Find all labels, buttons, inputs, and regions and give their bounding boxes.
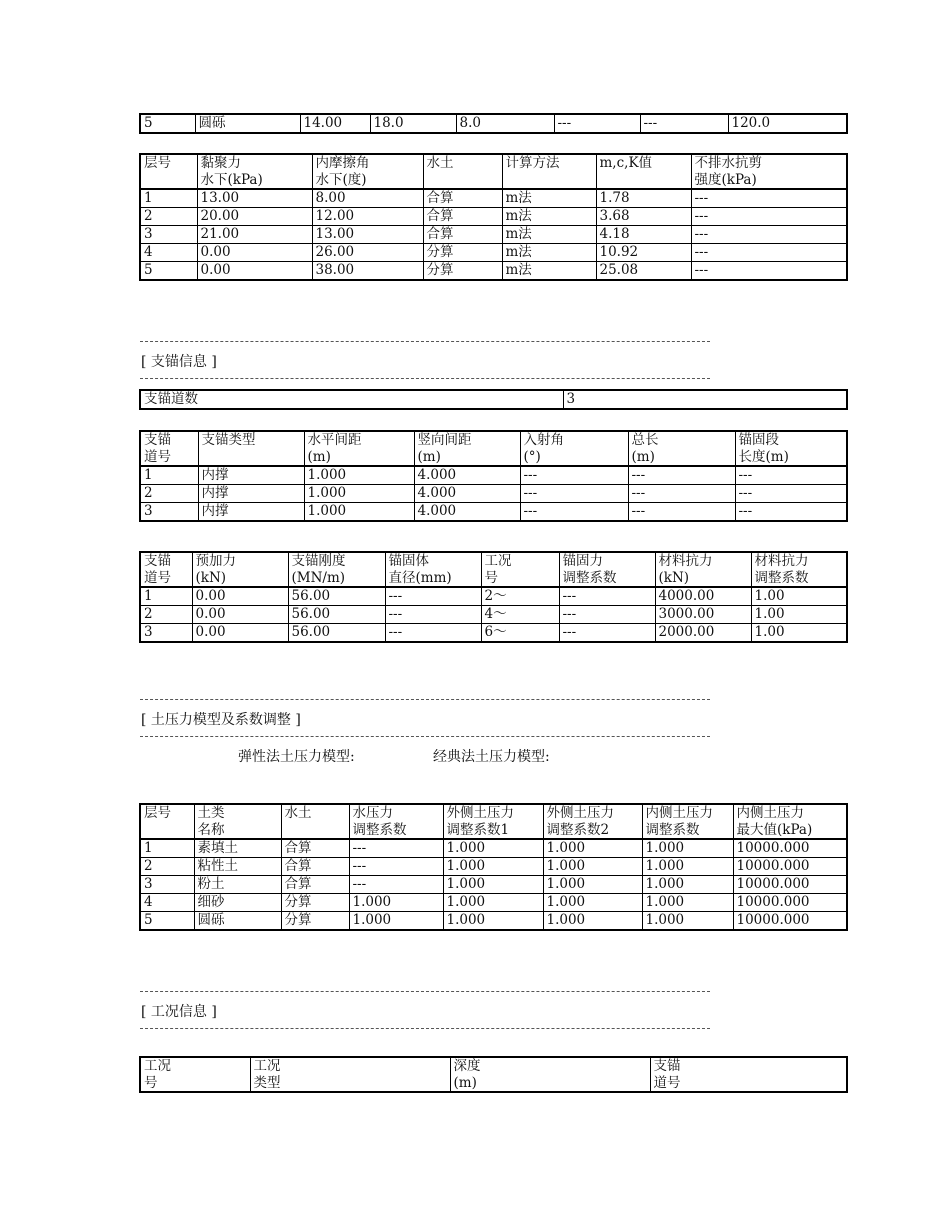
header-cell: 入射角 (°) <box>520 431 628 466</box>
table-cell: --- <box>628 466 735 485</box>
table-cell: 26.00 <box>312 244 423 262</box>
table-cell: 4.000 <box>414 466 520 485</box>
table-cell: m法 <box>502 244 596 262</box>
table-cell: 合算 <box>281 876 349 894</box>
table-row <box>140 624 847 643</box>
anchor-count-table <box>139 389 848 410</box>
section-heading-anchor: [ 支锚信息 ] <box>141 354 217 370</box>
table-cell: 合算 <box>281 858 349 876</box>
table-cell: 素填土 <box>194 839 281 858</box>
table-cell: 1.000 <box>304 503 414 522</box>
table-header-row <box>140 1057 847 1092</box>
table-cell: 56.00 <box>288 606 385 624</box>
table-cell: 4 <box>140 894 194 912</box>
table-cell: 1.000 <box>543 912 642 931</box>
table-row <box>140 208 847 226</box>
table-cell: 12.00 <box>312 208 423 226</box>
section-heading-conditions: [ 工况信息 ] <box>141 1004 217 1020</box>
table-cell: 1.000 <box>642 912 733 931</box>
table-cell: 4000.00 <box>655 587 751 606</box>
table-cell: 14.00 <box>300 114 370 133</box>
table-cell: 1.00 <box>751 606 847 624</box>
table-cell: --- <box>559 587 655 606</box>
table-cell: 1.00 <box>751 624 847 643</box>
header-cell: m,c,K值 <box>596 154 691 189</box>
table-cell: 10.92 <box>596 244 691 262</box>
header-cell: 支锚刚度 (MN/m) <box>288 552 385 587</box>
table-cell: 1 <box>140 587 192 606</box>
table-cell: 内撑 <box>198 503 304 522</box>
table-cell: --- <box>691 226 847 244</box>
table-cell: 3 <box>140 624 192 643</box>
header-cell: 层号 <box>140 804 194 839</box>
table-cell: --- <box>349 839 443 858</box>
table-cell: --- <box>520 485 628 503</box>
table-cell: 合算 <box>423 208 502 226</box>
table-cell: 2 <box>140 485 198 503</box>
table-cell: --- <box>735 485 847 503</box>
header-cell: 工况 号 <box>481 552 559 587</box>
table-cell: 2 <box>140 858 194 876</box>
table-cell: 10000.000 <box>733 912 847 931</box>
table-cell: --- <box>520 466 628 485</box>
table-cell: 分算 <box>281 912 349 931</box>
header-cell: 外侧土压力 调整系数1 <box>443 804 543 839</box>
table-cell: 13.00 <box>312 226 423 244</box>
header-cell: 水土 <box>423 154 502 189</box>
table-cell: 8.0 <box>456 114 554 133</box>
table-cell: 分算 <box>281 894 349 912</box>
table-cell: 0.00 <box>192 624 288 643</box>
anchor-count-value: 3 <box>563 390 847 409</box>
table-cell: m法 <box>502 262 596 281</box>
table-cell: 10000.000 <box>733 839 847 858</box>
table-cell: 1.000 <box>443 839 543 858</box>
divider <box>140 991 710 992</box>
table-cell: 1.000 <box>349 912 443 931</box>
table-cell: 4～ <box>481 606 559 624</box>
table-cell: 1 <box>140 839 194 858</box>
table-cell: 0.00 <box>197 244 312 262</box>
table-row <box>140 466 847 485</box>
table-row <box>140 189 847 208</box>
header-cell: 水压力 调整系数 <box>349 804 443 839</box>
header-cell: 水平间距 (m) <box>304 431 414 466</box>
table-cell: 18.0 <box>370 114 456 133</box>
soil-name: 圆砾 <box>195 114 300 133</box>
table-header-row <box>140 804 847 839</box>
table-cell: 3 <box>140 226 197 244</box>
table-cell: --- <box>628 485 735 503</box>
table-cell: 1.000 <box>443 876 543 894</box>
table-cell: 1.000 <box>642 876 733 894</box>
table-cell: 1.000 <box>642 858 733 876</box>
table-cell: 120.0 <box>728 114 847 133</box>
table-cell: 4.000 <box>414 503 520 522</box>
table-cell: 细砂 <box>194 894 281 912</box>
table-cell: 10000.000 <box>733 858 847 876</box>
table-row <box>140 876 847 894</box>
table-cell: 分算 <box>423 244 502 262</box>
table-cell: 1.000 <box>304 466 414 485</box>
table-cell: --- <box>385 624 481 643</box>
header-cell: 工况 号 <box>140 1057 250 1092</box>
table-cell: --- <box>691 244 847 262</box>
header-cell: 支锚 道号 <box>140 431 198 466</box>
table-cell: 56.00 <box>288 587 385 606</box>
layer-number: 5 <box>140 114 195 133</box>
table-cell: 3.68 <box>596 208 691 226</box>
header-cell: 水土 <box>281 804 349 839</box>
table-cell: --- <box>691 208 847 226</box>
table-cell: 1.000 <box>349 894 443 912</box>
header-cell: 预加力 (kN) <box>192 552 288 587</box>
header-cell: 锚固段 长度(m) <box>735 431 847 466</box>
table-cell: 2～ <box>481 587 559 606</box>
table-cell: 粉土 <box>194 876 281 894</box>
table-cell: --- <box>640 114 728 133</box>
header-cell: 锚固力 调整系数 <box>559 552 655 587</box>
divider <box>140 736 710 737</box>
table-header-row <box>140 552 847 587</box>
table-cell: --- <box>628 503 735 522</box>
header-cell: 深度 (m) <box>450 1057 650 1092</box>
table-cell: 3 <box>140 876 194 894</box>
divider <box>140 699 710 700</box>
anchor-geometry-table <box>139 430 848 522</box>
table-row <box>140 912 847 931</box>
table-row <box>140 858 847 876</box>
table-cell: 1.000 <box>443 894 543 912</box>
table-cell: 1.000 <box>642 839 733 858</box>
earth-pressure-table <box>139 803 848 931</box>
table-cell: --- <box>554 114 640 133</box>
table-cell: 合算 <box>423 226 502 244</box>
table-row <box>140 894 847 912</box>
table-cell: 20.00 <box>197 208 312 226</box>
table-row <box>140 839 847 858</box>
table-cell: 粘性土 <box>194 858 281 876</box>
table-cell: --- <box>691 189 847 208</box>
condition-table <box>139 1056 848 1093</box>
header-cell: 土类 名称 <box>194 804 281 839</box>
table-cell: 1.000 <box>543 894 642 912</box>
classic-model-label: 经典法土压力模型: <box>433 749 550 765</box>
table-cell: --- <box>349 876 443 894</box>
table-cell: 1.000 <box>543 876 642 894</box>
table-cell: --- <box>691 262 847 281</box>
table-row <box>140 226 847 244</box>
table-cell: 1.000 <box>443 858 543 876</box>
elastic-model-label: 弹性法土压力模型: <box>238 749 355 765</box>
header-cell: 支锚类型 <box>198 431 304 466</box>
table-cell: 2000.00 <box>655 624 751 643</box>
table-cell: 1.000 <box>543 839 642 858</box>
header-cell: 计算方法 <box>502 154 596 189</box>
table-cell: --- <box>520 503 628 522</box>
table-cell: --- <box>735 503 847 522</box>
table-header-row <box>140 431 847 466</box>
table-header-row <box>140 154 847 189</box>
table-cell: 0.00 <box>192 587 288 606</box>
table-row <box>140 587 847 606</box>
header-cell: 内侧土压力 调整系数 <box>642 804 733 839</box>
table-cell: 1 <box>140 189 197 208</box>
table-cell: m法 <box>502 226 596 244</box>
header-cell: 材料抗力 调整系数 <box>751 552 847 587</box>
table-cell: 5 <box>140 912 194 931</box>
table-cell: 13.00 <box>197 189 312 208</box>
soil-params-table <box>139 153 848 281</box>
table-row <box>140 606 847 624</box>
anchor-force-table <box>139 551 848 643</box>
table-cell: 6～ <box>481 624 559 643</box>
table-cell: 5 <box>140 262 197 281</box>
table-row <box>140 244 847 262</box>
table-cell: 1.000 <box>443 912 543 931</box>
table-cell: 合算 <box>423 189 502 208</box>
table-cell: m法 <box>502 189 596 208</box>
table-row <box>140 503 847 522</box>
header-cell: 层号 <box>140 154 197 189</box>
header-cell: 工况 类型 <box>250 1057 450 1092</box>
anchor-count-label: 支锚道数 <box>140 390 563 409</box>
table-cell: --- <box>559 624 655 643</box>
table-row <box>140 390 847 409</box>
table-cell: 内撑 <box>198 466 304 485</box>
table-cell: --- <box>385 587 481 606</box>
table-cell: 3 <box>140 503 198 522</box>
table-cell: 1.000 <box>304 485 414 503</box>
table-cell: 0.00 <box>192 606 288 624</box>
table-cell: 4 <box>140 244 197 262</box>
divider <box>140 341 710 342</box>
table-cell: 合算 <box>281 839 349 858</box>
table-cell: m法 <box>502 208 596 226</box>
table-cell: --- <box>559 606 655 624</box>
layer-table-tail <box>139 113 848 134</box>
table-cell: 1.000 <box>642 894 733 912</box>
table-cell: 1 <box>140 466 198 485</box>
table-cell: 1.00 <box>751 587 847 606</box>
table-cell: 4.000 <box>414 485 520 503</box>
section-heading-earth-pressure: [ 土压力模型及系数调整 ] <box>141 712 301 728</box>
header-cell: 支锚 道号 <box>650 1057 847 1092</box>
table-cell: 内撑 <box>198 485 304 503</box>
header-cell: 外侧土压力 调整系数2 <box>543 804 642 839</box>
table-cell: 1.78 <box>596 189 691 208</box>
header-cell: 黏聚力 水下(kPa) <box>197 154 312 189</box>
table-cell: 3000.00 <box>655 606 751 624</box>
table-cell: 圆砾 <box>194 912 281 931</box>
table-cell: 分算 <box>423 262 502 281</box>
divider <box>140 378 710 379</box>
header-cell: 总长 (m) <box>628 431 735 466</box>
table-cell: 56.00 <box>288 624 385 643</box>
table-cell: 25.08 <box>596 262 691 281</box>
table-cell: 8.00 <box>312 189 423 208</box>
divider <box>140 1028 710 1029</box>
table-cell: 10000.000 <box>733 876 847 894</box>
header-cell: 竖向间距 (m) <box>414 431 520 466</box>
table-cell: 38.00 <box>312 262 423 281</box>
table-cell: 4.18 <box>596 226 691 244</box>
table-cell: 1.000 <box>543 858 642 876</box>
table-cell: --- <box>385 606 481 624</box>
header-cell: 不排水抗剪 强度(kPa) <box>691 154 847 189</box>
table-cell: 10000.000 <box>733 894 847 912</box>
table-row <box>140 114 847 133</box>
header-cell: 内摩擦角 水下(度) <box>312 154 423 189</box>
table-cell: 21.00 <box>197 226 312 244</box>
header-cell: 锚固体 直径(mm) <box>385 552 481 587</box>
table-cell: --- <box>349 858 443 876</box>
table-cell: 2 <box>140 606 192 624</box>
table-cell: --- <box>735 466 847 485</box>
header-cell: 材料抗力 (kN) <box>655 552 751 587</box>
header-cell: 内侧土压力 最大值(kPa) <box>733 804 847 839</box>
table-row <box>140 262 847 281</box>
table-row <box>140 485 847 503</box>
header-cell: 支锚 道号 <box>140 552 192 587</box>
table-cell: 0.00 <box>197 262 312 281</box>
table-cell: 2 <box>140 208 197 226</box>
